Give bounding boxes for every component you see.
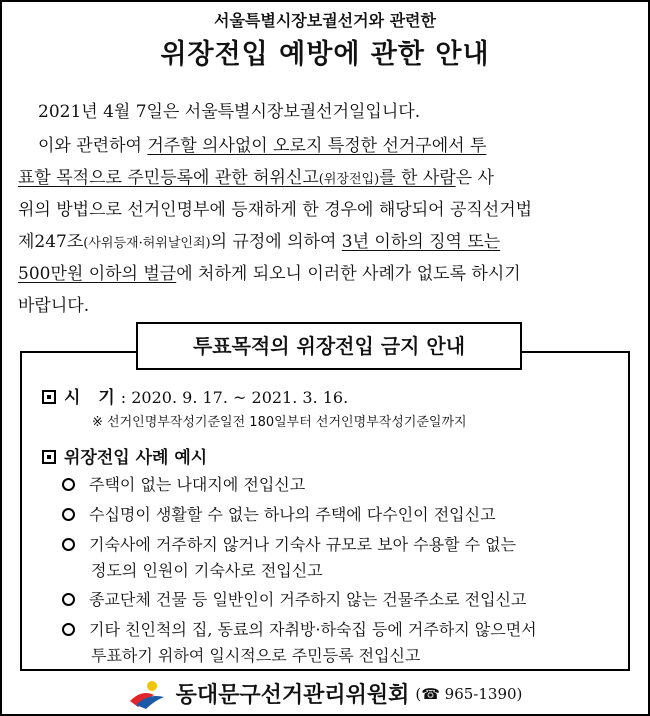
intro-line-7: 바랍니다. (18, 296, 90, 316)
period-value: : 2020. 9. 17. ~ 2021. 3. 16. (120, 388, 349, 407)
intro-text: 에 처하게 되오니 이러한 사례가 없도록 하시기 (176, 264, 521, 284)
period-note: ※ 선거인명부작성기준일전 180일부터 선거인명부작성기준일까지 (92, 415, 467, 430)
subtitle: 서울특별시장보궐선거와 관련한 (214, 11, 436, 30)
example-text: 기타 친인척의 집, 동료의 자취방·하숙집 등에 거주하지 않으면서 (89, 620, 537, 639)
example-item (62, 502, 496, 525)
intro-underlined-text: 3년 이하의 징역 또는 (341, 232, 501, 252)
examples-heading: 위장전입 사례 예시 (64, 448, 208, 468)
period-label: 시 기 (64, 388, 121, 408)
example-item (62, 587, 526, 610)
intro-line-2 (38, 131, 486, 156)
intro-line-5 (18, 227, 500, 252)
election-commission-logo-icon (128, 679, 168, 709)
intro-line-3 (18, 163, 494, 188)
intro-line-4: 위의 방법으로 선거인명부에 등재하게 한 경우에 해당되어 공직선거법 (18, 200, 533, 220)
intro-underlined-small: (위장전입) (318, 172, 380, 187)
examples-heading-row (42, 443, 207, 468)
example-item (62, 532, 516, 555)
circle-bullet-icon (62, 623, 75, 636)
intro-text: 이와 관련하여 (38, 136, 148, 156)
example-text: 종교단체 건물 등 일반인이 거주하지 않는 건물주소로 전입신고 (89, 590, 527, 609)
page-title: 위장전입 예방에 관한 안내 (160, 39, 490, 70)
circle-bullet-icon (62, 508, 75, 521)
intro-text: 은 사 (455, 168, 494, 188)
intro-line-6 (18, 259, 521, 284)
example-item (62, 472, 305, 495)
circle-bullet-icon (62, 538, 75, 551)
period-row (42, 383, 348, 408)
square-bullet-icon (42, 450, 56, 464)
example-text-continued: 정도의 인원이 기숙사로 전입신고 (91, 561, 323, 580)
intro-text: 제247조 (18, 232, 84, 252)
example-text-continued: 투표하기 위하여 일시적으로 주민등록 전입신고 (91, 646, 421, 665)
intro-underlined-text: 500만원 이하의 벌금 (18, 264, 177, 284)
intro-line-1: 2021년 4월 7일은 서울특별시장보궐선거일입니다. (38, 102, 421, 122)
intro-text: 의 규정에 의하여 (210, 232, 342, 252)
square-bullet-icon (42, 390, 56, 404)
intro-underlined-text: 를 한 사람 (379, 168, 456, 188)
footer (2, 678, 648, 709)
notice-box-title: 투표목적의 위장전입 금지 안내 (136, 322, 522, 370)
example-item (62, 617, 537, 640)
intro-small-text: (사위등재·허위날인죄) (83, 236, 211, 251)
circle-bullet-icon (62, 478, 75, 491)
example-text: 수십명이 생활할 수 없는 하나의 주택에 다수인이 전입신고 (89, 505, 496, 524)
intro-underlined-text: 거주할 의사없이 오로지 특정한 선거구에서 투 (147, 136, 487, 156)
example-text: 기숙사에 거주하지 않거나 기숙사 규모로 보아 수용할 수 없는 (89, 535, 517, 554)
example-text: 주택이 없는 나대지에 전입신고 (89, 475, 306, 494)
intro-underlined-text: 표할 목적으로 주민등록에 관한 허위신고 (18, 168, 319, 188)
circle-bullet-icon (62, 593, 75, 606)
organization-name: 동대문구선거관리위원회 (175, 682, 410, 708)
phone-number: (☎ 965-1390) (415, 684, 523, 703)
